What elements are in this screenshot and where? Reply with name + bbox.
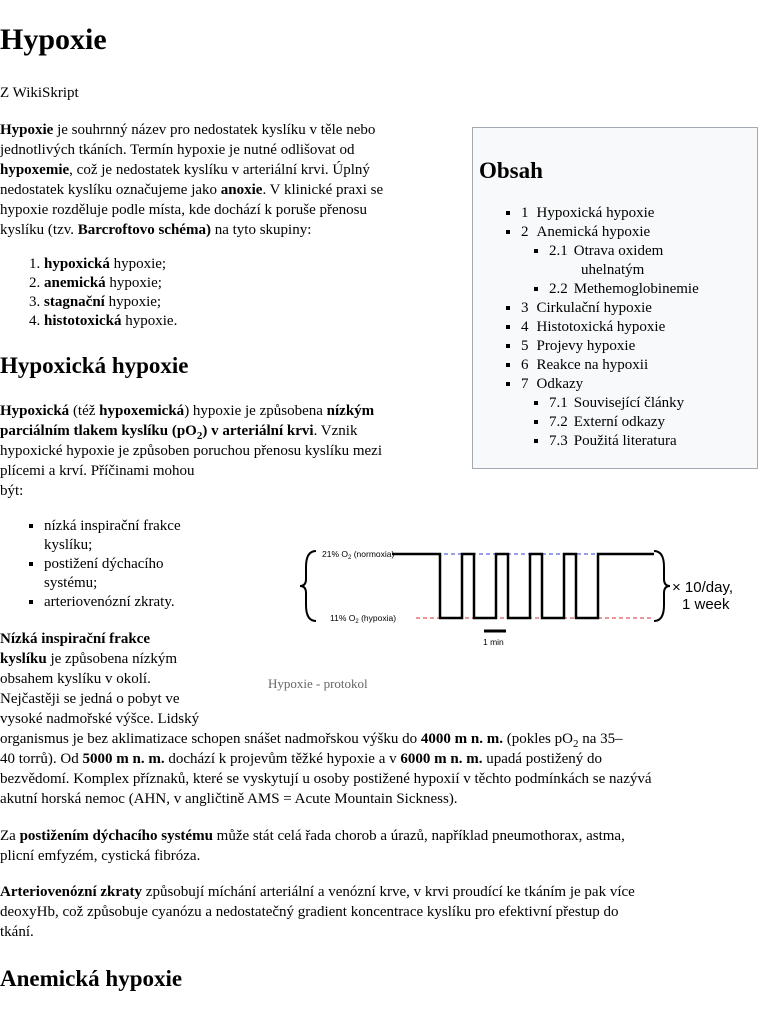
figure-label-hypoxia: 11% $O_2$ (hypoxia) [330, 613, 397, 625]
toc-item-7-2[interactable]: ▪ 7.2 Externí odkazy [549, 413, 751, 432]
intro-term-barcroft: Barcroftovo schéma) [77, 222, 211, 238]
toc-item-2[interactable]: ▪ 2 Anemická hypoxie ▪ 2.1 Otrava oxidem uhelnatým ▪ 2.2 Methemoglobinemie [521, 223, 751, 299]
page-subtitle: Z WikiSkript [0, 85, 79, 101]
section1-paragraph-1: Hypoxická (též hypoxemická) hypoxie je způsobena nízkým parciálním tlakem kyslíku $(pO_2)$ v arteriální krvi. Vznik hypoxické hypoxie je způsoben poruchou přenosu kyslíku mezi plícemi a krví. Příčinami mohou být: [0, 403, 383, 499]
table-of-contents [472, 127, 758, 469]
list-item: ▪ arteriovenózní zkraty. [44, 593, 244, 612]
list-item: 4. histotoxická hypoxie. [44, 312, 344, 331]
list-item: 1. hypoxická hypoxie; [44, 255, 344, 274]
toc-sublist-7 [521, 394, 751, 451]
section-heading-anemicka: Anemická hypoxie [0, 966, 183, 991]
figure-caption: Hypoxie - protokol [268, 676, 368, 691]
toc-item-2-2[interactable]: ▪ 2.2 Methemoglobinemie [549, 280, 751, 299]
list-item: ▪ postižení dýchacího systému; [44, 555, 244, 593]
figure-label-normoxia: 21% $O_2$ (normoxia) [322, 549, 395, 561]
section1-paragraph-2: Nízká inspirační frakce kyslíku je způsobena nízkým obsahem kyslíku v okolí. Nejčastěji se jedná o pobyt ve vysoké nadmořské výšce. Lidský organismus je bez aklimatizace schopen snášet nadmořskou výšku do 4000 m n. m. (pokles $pO_2$ na 35– 40 torrů). Od 5000 m n. m. dochází k projevům těžké hypoxie a v 6000 m n. m. upadá postižený do bezvědomí. Komplex příznaků, které se vyskytují u osoby postižené hypoxií v těchto podmínkách se nazývá akutní horská nemoc (AHN, v angličtině AMS = Acute Mountain Sickness). [0, 631, 652, 807]
intro-paragraph: Hypoxie je souhrnný název pro nedostatek kyslíku v těle nebo jednotlivých tkáních. Termín hypoxie je nutné odlišovat od hypoxemie, což je nedostatek kyslíku v arteriální krvi. Úplný nedostatek kyslíku označujeme jako anoxie. V klinické praxi se hypoxie rozděluje podle místa, kde dochází k poruše přenosu kyslíku (tzv. Barcroftovo schéma) na tyto skupiny: [0, 122, 384, 238]
toc-item-3[interactable]: ▪ 3 Cirkulační hypoxie [521, 299, 751, 318]
figure-frequency-line-2: 1 week [682, 596, 730, 613]
toc-item-7-3[interactable]: ▪ 7.3 Použitá literatura [549, 432, 751, 451]
toc-item-7-1[interactable]: ▪ 7.1 Související články [549, 394, 751, 413]
toc-item-1[interactable]: ▪ 1 Hypoxická hypoxie [521, 204, 751, 223]
oxygen-protocol-trace [392, 554, 654, 618]
toc-item-2-1[interactable]: ▪ 2.1 Otrava oxidem uhelnatým [549, 242, 751, 280]
left-brace [300, 551, 316, 621]
toc-list [473, 204, 751, 451]
list-item: 3. stagnační hypoxie; [44, 293, 344, 312]
section1-paragraph-3: Za postižením dýchacího systému může stát celá řada chorob a úrazů, například pneumothorax, astma, plicní emfyzém, cystická fibróza. [0, 828, 625, 864]
toc-item-5[interactable]: ▪ 5 Projevy hypoxie [521, 337, 751, 356]
toc-sublist-2 [521, 242, 751, 299]
toc-item-4[interactable]: ▪ 4 Histotoxická hypoxie [521, 318, 751, 337]
right-brace [654, 551, 670, 621]
hypoxic-causes-list [0, 517, 244, 612]
page-title: Hypoxie [0, 23, 107, 56]
figure-frequency-line-1: × 10/day, [672, 579, 734, 596]
hypoxia-types-list [0, 255, 344, 331]
intro-term-hypoxie: Hypoxie [0, 122, 54, 138]
section-heading-hypoxicka: Hypoxická hypoxie [0, 353, 189, 378]
list-item: 2. anemická hypoxie; [44, 274, 344, 293]
intro-term-hypoxemie: hypoxemie [0, 162, 70, 178]
list-item: ▪ nízká inspirační frakce kyslíku; [44, 517, 244, 555]
toc-item-7[interactable]: ▪ 7 Odkazy ▪ 7.1 Související články ▪ 7.2 Externí odkazy ▪ 7.3 Použitá literatura [521, 375, 751, 451]
section1-paragraph-4: Arteriovenózní zkraty způsobují míchání arteriální a venózní krve, v krvi proudící ke tkáním je pak více deoxyHb, což způsobuje cyanózu a nedostatečný gradient koncentrace kyslíku pro efektivní přestup do tkání. [0, 884, 635, 940]
toc-item-6[interactable]: ▪ 6 Reakce na hypoxii [521, 356, 751, 375]
intro-term-anoxie: anoxie [220, 182, 263, 198]
time-scale-label: 1 min [483, 637, 504, 647]
toc-title: Obsah [479, 158, 543, 183]
